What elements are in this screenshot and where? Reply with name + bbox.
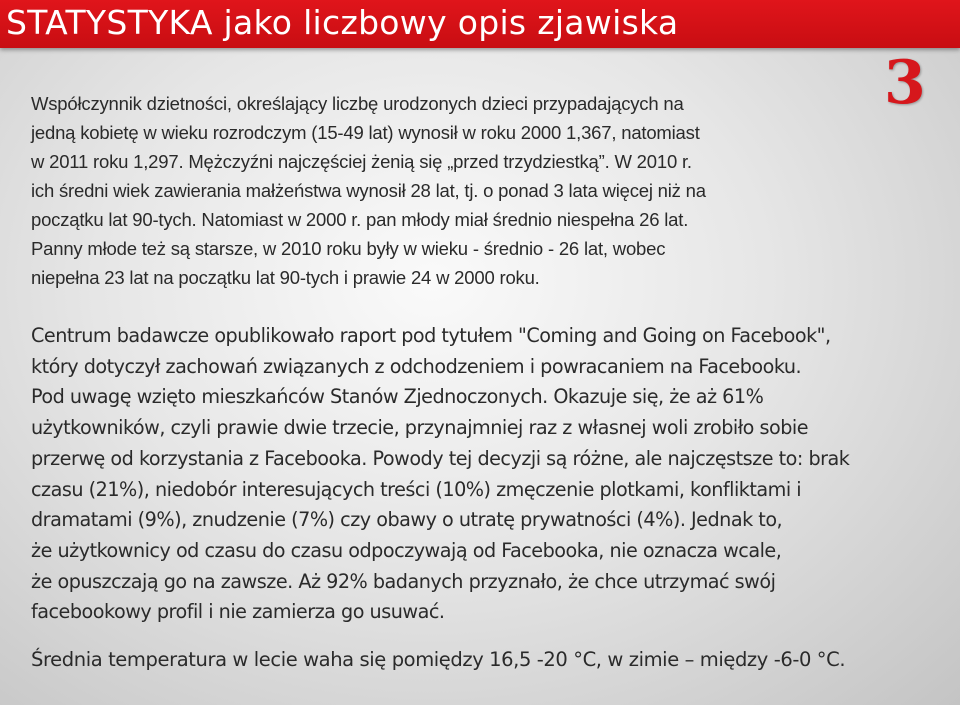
- slide-title: STATYSTYKA jako liczbowy opis zjawiska: [6, 3, 679, 42]
- text-line: Panny młode też są starsze, w 2010 roku były w wieku - średnio - 26 lat, wobec: [31, 238, 666, 259]
- text-line: że użytkownicy od czasu do czasu odpoczywają od Facebooka, nie oznacza wcale,: [31, 538, 782, 562]
- slide-number: 3: [884, 48, 926, 118]
- text-line: facebookowy profil i nie zamierza go usuwać.: [31, 600, 445, 624]
- text-line: w 2011 roku 1,297. Mężczyźni najczęściej żenią się „przed trzydziestką”. W 2010 r.: [31, 151, 692, 172]
- text-line: który dotyczył zachowań związanych z odchodzeniem i powracaniem na Facebooku.: [31, 354, 802, 378]
- text-line: przerwę od korzystania z Facebooka. Powody tej decyzji są różne, ale najczęstsze to: brak: [31, 446, 850, 470]
- text-line: niepełna 23 lat na początku lat 90-tych i prawie 24 w 2000 roku.: [31, 267, 540, 288]
- text-line: Pod uwagę wzięto mieszkańców Stanów Zjednoczonych. Okazuje się, że aż 61%: [31, 385, 764, 409]
- text-line: ich średni wiek zawierania małżeństwa wynosił 28 lat, tj. o ponad 3 lata więcej niż na: [31, 180, 706, 201]
- paragraph-temperature: [31, 645, 931, 675]
- text-line: dramatami (9%), znudzenie (7%) czy obawy o utratę prywatności (4%). Jednak to,: [31, 508, 783, 532]
- text-line: Centrum badawcze opublikowało raport pod tytułem "Coming and Going on Facebook",: [31, 324, 831, 347]
- text-line: użytkowników, czyli prawie dwie trzecie, przynajmniej raz z własnej woli zrobiło sobie: [31, 416, 809, 440]
- text-line: czasu (21%), niedobór interesujących treści (10%) zmęczenie plotkami, konfliktami i: [31, 477, 802, 501]
- text-line: że opuszczają go na zawsze. Aż 92% badanych przyznało, że chce utrzymać swój: [31, 569, 776, 593]
- paragraph-facebook: [31, 321, 931, 628]
- text-line: jedną kobietę w wieku rozrodczym (15-49 lat) wynosił w roku 2000 1,367, natomiast: [31, 122, 700, 143]
- text-line: początku lat 90-tych. Natomiast w 2000 r. pan młody miał średnio niespełna 26 lat.: [31, 209, 689, 230]
- paragraph-fertility: [31, 89, 901, 292]
- text-line: Średnia temperatura w lecie waha się pomiędzy 16,5 -20 °C, w zimie – między -6-0 °C.: [31, 648, 846, 671]
- text-line: Współczynnik dzietności, określający liczbę urodzonych dzieci przypadających na: [31, 93, 684, 114]
- title-bar: [0, 0, 960, 48]
